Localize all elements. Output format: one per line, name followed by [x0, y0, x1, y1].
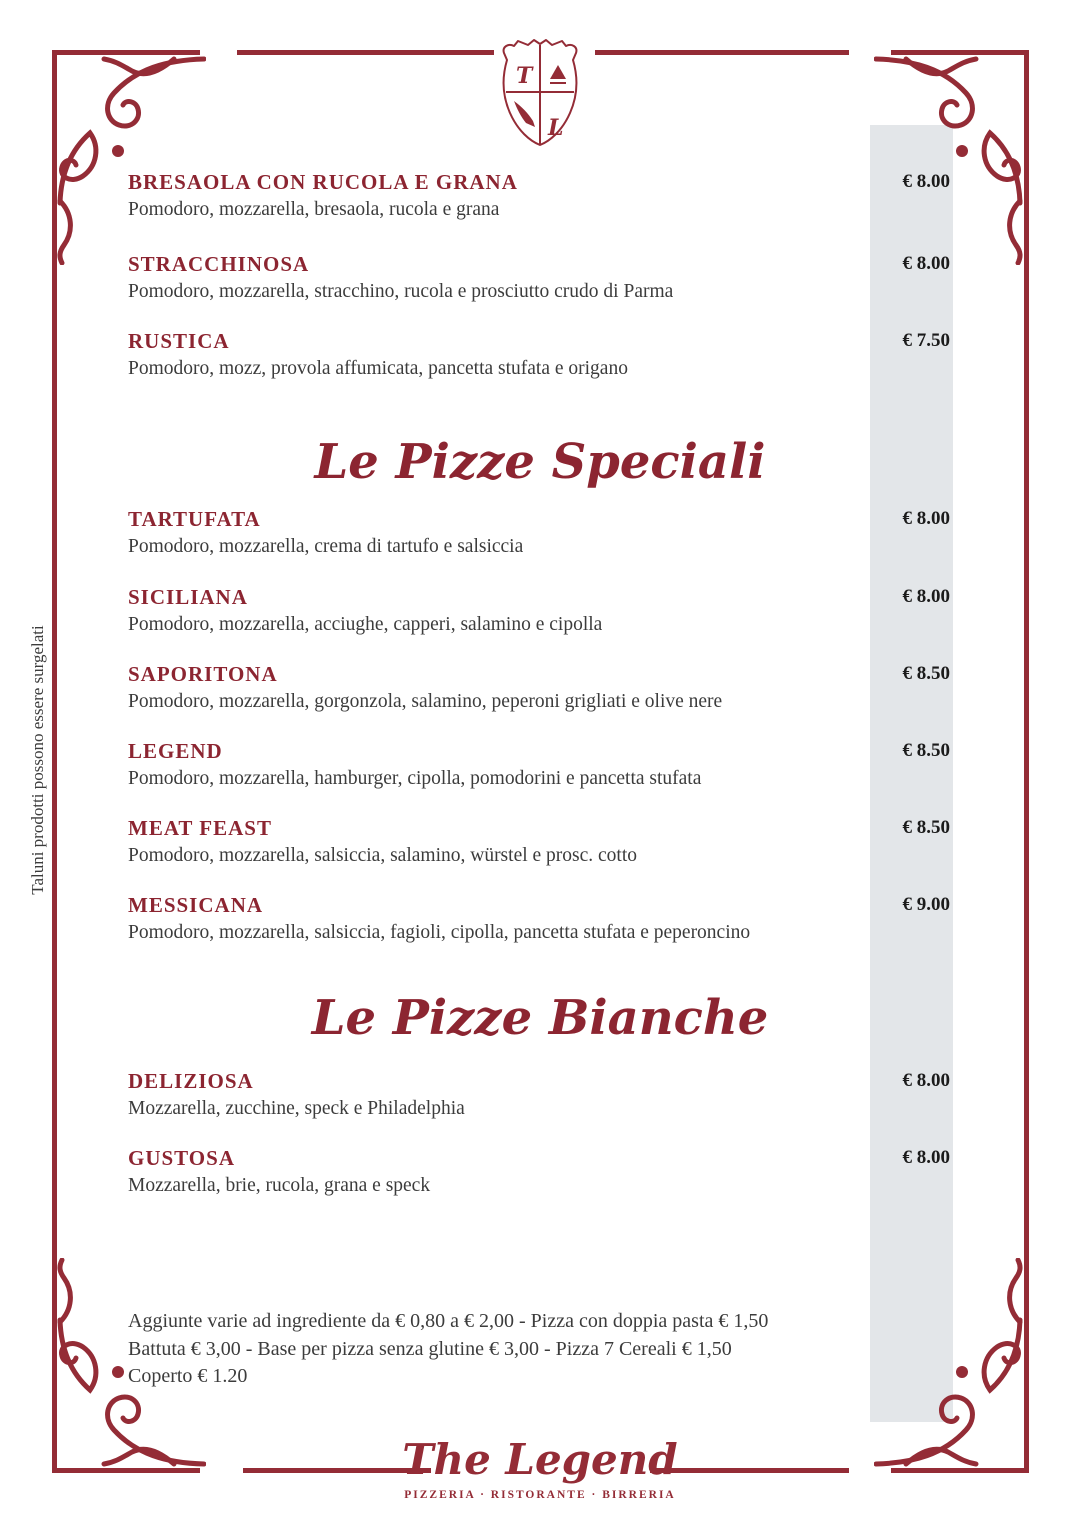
menu-item-desc: Pomodoro, mozzarella, stracchino, rucola e prosciutto crudo di Parma: [128, 281, 674, 302]
menu-item-name: GUSTOSA: [128, 1146, 235, 1170]
menu-item-desc: Pomodoro, mozzarella, bresaola, rucola e grana: [128, 199, 500, 220]
menu-item-desc: Pomodoro, mozzarella, salsiccia, salamino, würstel e prosc. cotto: [128, 845, 638, 866]
menu-item-name: SICILIANA: [128, 585, 248, 609]
menu-item-price: € 8.00: [902, 171, 950, 192]
menu-item-desc: Pomodoro, mozzarella, gorgonzola, salamino, peperoni grigliati e olive nere: [128, 691, 723, 712]
menu-item-price: € 8.00: [902, 253, 950, 274]
menu-item-desc: Mozzarella, brie, rucola, grana e speck: [128, 1175, 431, 1196]
section-heading-speciali: Le Pizze Speciali: [314, 434, 766, 490]
menu-item: [128, 169, 953, 222]
section-heading-bianche: Le Pizze Bianche: [311, 990, 769, 1046]
surcharges-note-line-3: Coperto € 1.20: [128, 1365, 248, 1387]
crest-letter-t: T: [516, 63, 533, 89]
menu-item: [128, 328, 953, 381]
menu-item: [128, 1068, 953, 1121]
brand-footer: [0, 1434, 1080, 1501]
menu-item-price: € 8.00: [902, 1147, 950, 1168]
menu-item-price: € 8.00: [902, 508, 950, 529]
crest-letter-l: L: [548, 115, 564, 141]
menu-item: [128, 738, 953, 791]
menu-item-price: € 8.50: [902, 663, 950, 684]
surcharges-note: [128, 1308, 868, 1391]
brand-wordmark: The Legend: [402, 1435, 678, 1484]
menu-item-name: SAPORITONA: [128, 662, 278, 686]
surcharges-note-line-2: Battuta € 3,00 - Base per pizza senza glutine € 3,00 - Pizza 7 Cereali € 1,50: [128, 1337, 732, 1360]
menu-item-name: MEAT FEAST: [128, 816, 272, 840]
menu-item-name: TARTUFATA: [128, 507, 261, 531]
menu-item-name: MESSICANA: [128, 893, 264, 917]
menu-item-price: € 9.00: [902, 894, 950, 915]
menu-item-desc: Pomodoro, mozzarella, salsiccia, fagioli, cipolla, pancetta stufata e peperoncino: [128, 922, 751, 943]
menu-item: [128, 1145, 953, 1198]
menu-item-price: € 8.50: [902, 740, 950, 761]
menu-item-desc: Pomodoro, mozz, provola affumicata, pancetta stufata e origano: [128, 358, 628, 379]
menu-item-desc: Pomodoro, mozzarella, crema di tartufo e salsiccia: [128, 536, 524, 557]
frame-border-top: [595, 50, 849, 55]
frozen-products-note: Taluni prodotti possono essere surgelati: [28, 625, 47, 895]
menu-item-price: € 8.00: [902, 1070, 950, 1091]
menu-item: [128, 661, 953, 714]
brand-crest-icon: [494, 34, 586, 150]
menu-item-name: BRESAOLA CON RUCOLA E GRANA: [128, 170, 518, 194]
menu-item: [128, 251, 953, 304]
corner-flourish-icon: [874, 55, 1024, 265]
menu-item-desc: Mozzarella, zucchine, speck e Philadelphia: [128, 1098, 465, 1119]
menu-item-name: DELIZIOSA: [128, 1069, 254, 1093]
menu-item: [128, 815, 953, 868]
frame-border-right: [1024, 50, 1029, 1473]
menu-item-desc: Pomodoro, mozzarella, hamburger, cipolla, pomodorini e pancetta stufata: [128, 768, 702, 789]
brand-tagline: PIZZERIA · RISTORANTE · BIRRERIA: [404, 1489, 676, 1501]
menu-item-name: LEGEND: [128, 739, 223, 763]
menu-item: [128, 892, 953, 945]
surcharges-note-line-1: Aggiunte varie ad ingrediente da € 0,80 a € 2,00 - Pizza con doppia pasta € 1,50: [128, 1310, 769, 1332]
menu-item-name: STRACCHINOSA: [128, 252, 310, 276]
menu-item-price: € 7.50: [902, 330, 950, 351]
menu-item-name: RUSTICA: [128, 329, 230, 353]
corner-flourish-icon: [56, 55, 206, 265]
menu-item: [128, 506, 953, 559]
menu-item: [128, 584, 953, 637]
menu-item-desc: Pomodoro, mozzarella, acciughe, capperi, salamino e cipolla: [128, 614, 603, 635]
menu-item-price: € 8.50: [902, 817, 950, 838]
menu-item-price: € 8.00: [902, 586, 950, 607]
frame-border-top: [237, 50, 494, 55]
